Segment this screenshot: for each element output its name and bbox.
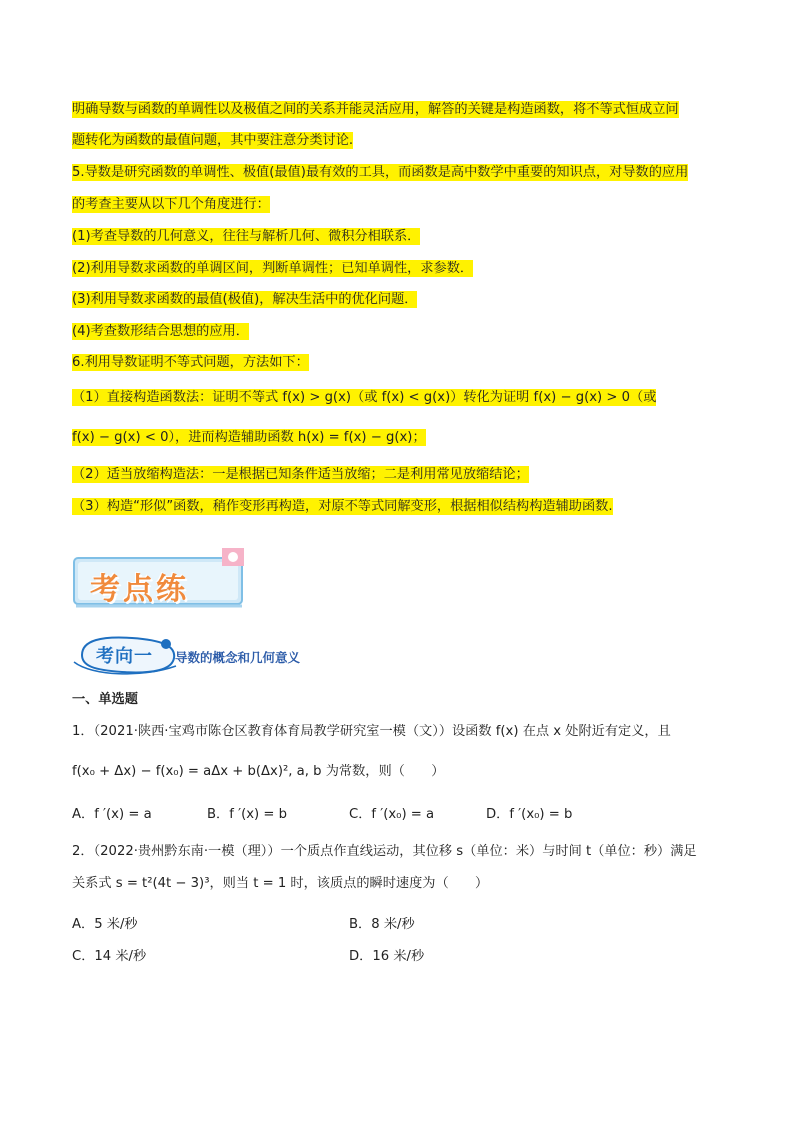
- question-1-option-c: C．f ′(x₀) = a: [349, 807, 435, 822]
- note-line: 明确导数与函数的单调性以及极值之间的关系并能灵活应用，解答的关键是构造函数，将不等式恒成立问: [72, 102, 679, 117]
- question-2-stem: 关系式 s = t²(4t − 3)³，则当 t = 1 时，该质点的瞬时速度为（ ）: [72, 876, 489, 891]
- question-1-option-b: B．f ′(x) = b: [207, 807, 287, 822]
- note-line: 题转化为函数的最值问题，其中要注意分类讨论.: [72, 133, 354, 148]
- banner-label: 考点练: [90, 572, 189, 607]
- section-tag-label: 考向一: [96, 646, 153, 667]
- note-line: 6.利用导数证明不等式问题，方法如下：: [72, 355, 309, 370]
- note-line: (1)考查导数的几何意义，往往与解析几何、微积分相联系．: [72, 229, 421, 244]
- question-1-stem: 1．（2021·陕西·宝鸡市陈仓区教育体育局教学研究室一模（文））设函数 f(x) 在点 x 处附近有定义，且: [72, 724, 671, 739]
- question-1-stem: f(x₀ + Δx) − f(x₀) = aΔx + b(Δx)², a, b 为常数，则（ ）: [72, 764, 445, 779]
- question-2-option-a: A．5 米/秒: [72, 917, 138, 932]
- question-2-stem: 2．（2022·贵州黔东南·一模（理））一个质点作直线运动，其位移 s（单位：米）与时间 t（单位：秒）满足: [72, 844, 697, 859]
- note-line: (2)利用导数求函数的单调区间，判断单调性；已知单调性，求参数．: [72, 261, 474, 276]
- note-line: 5.导数是研究函数的单调性、极值(最值)最有效的工具，而函数是高中数学中重要的知识点，对导数的应用: [72, 165, 689, 180]
- note-line: （3）构造“形似”函数，稍作变形再构造，对原不等式同解变形，根据相似结构构造辅助函数.: [72, 499, 613, 514]
- question-1-option-d: D．f ′(x₀) = b: [486, 807, 573, 822]
- note-line: 的考查主要从以下几个角度进行：: [72, 197, 270, 212]
- question-2-option-d: D．16 米/秒: [349, 949, 425, 964]
- question-2-option-c: C．14 米/秒: [72, 949, 147, 964]
- section-tag: [72, 632, 182, 678]
- part-heading: 一、单选题: [72, 692, 138, 707]
- note-line: (3)利用导数求函数的最值(极值)，解决生活中的优化问题．: [72, 292, 418, 307]
- note-line: （2）适当放缩构造法：一是根据已知条件适当放缩；二是利用常见放缩结论；: [72, 467, 529, 482]
- section-title: 导数的概念和几何意义: [175, 650, 301, 665]
- question-1-option-a: A．f ′(x) = a: [72, 807, 152, 822]
- note-line: (4)考查数形结合思想的应用．: [72, 324, 249, 339]
- section-banner: [72, 548, 250, 612]
- note-line: f(x) − g(x) < 0），进而构造辅助函数 h(x) = f(x) − g(x)；: [72, 430, 426, 445]
- question-2-option-b: B．8 米/秒: [349, 917, 415, 932]
- note-line: （1）直接构造函数法：证明不等式 f(x) > g(x)（或 f(x) < g(x)）转化为证明 f(x) − g(x) > 0（或: [72, 390, 657, 405]
